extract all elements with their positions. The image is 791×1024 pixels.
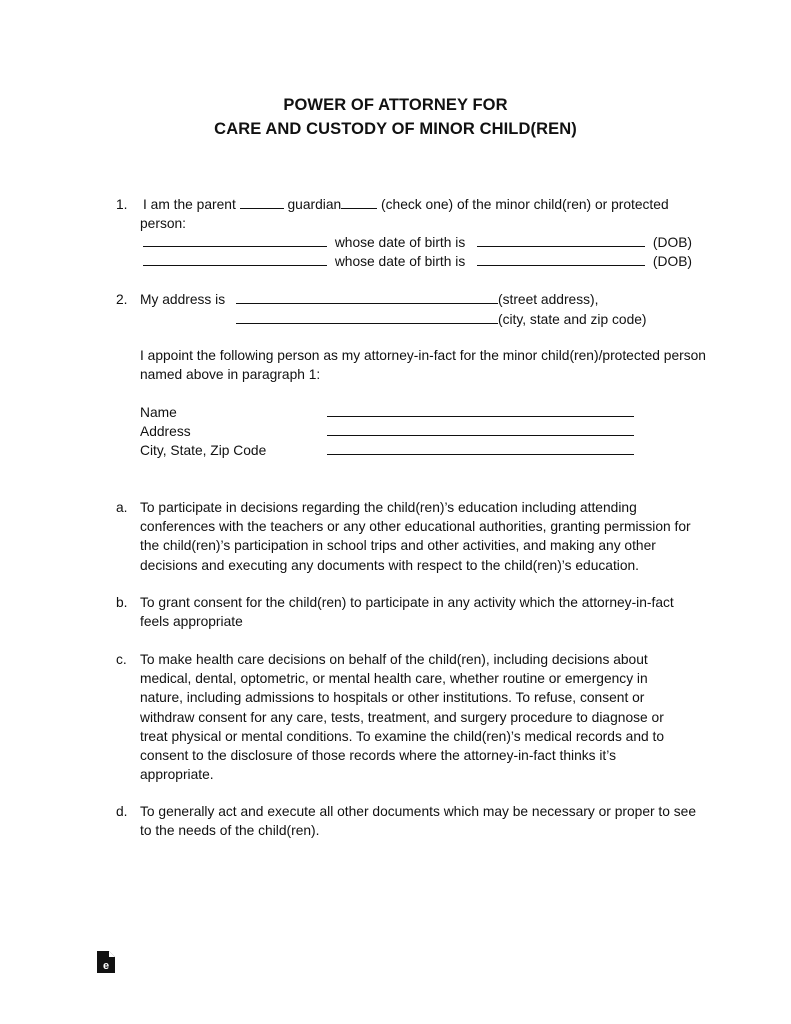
attorney-name-field[interactable] <box>327 403 634 417</box>
attorney-name-label: Name <box>140 405 177 420</box>
item-c-text: To make health care decisions on behalf of the child(ren), including decisions about medical, dental, optometric, or mental health care, whether routine or emergency in nature, including admissions to hospitals or other institutions. To refuse, consent or withdraw consent for any care, tests, treatment, and surgery procedure to diagnose or treat physical or mental conditions. To examine the child(ren)’s medical records and to consent to the disclosure of those records where the attorney-in-fact thinks it’s appropriate. <box>140 652 665 783</box>
document-title-line2: CARE AND CUSTODY OF MINOR CHILD(REN) <box>214 120 577 138</box>
child1-dob-label: whose date of birth is <box>334 235 466 250</box>
child2-name-field[interactable] <box>143 252 327 266</box>
child2-row <box>143 252 692 271</box>
item-c-letter: c. <box>116 652 127 667</box>
parent-checkbox-blank[interactable] <box>240 195 284 209</box>
child1-dob-suffix: (DOB) <box>652 235 693 250</box>
item-a-text: To participate in decisions regarding the child(ren)’s education including attending conferences with the teachers or any other educational authorities, granting permission for the child(ren)’s participation in school trips and other activities, and making any other decisions and executing any documents with respect to the child(ren)’s education. <box>140 500 691 573</box>
attorney-city-row <box>327 441 634 460</box>
child2-dob-suffix: (DOB) <box>652 254 693 269</box>
street-row <box>236 290 598 309</box>
item-d-text: To generally act and execute all other documents which may be necessary or proper to see to the needs of the child(ren). <box>140 804 697 839</box>
city-state-zip-field[interactable] <box>236 310 498 324</box>
attorney-name-row <box>327 403 634 422</box>
item-a-letter: a. <box>116 500 128 515</box>
item-b-letter: b. <box>116 595 128 610</box>
section1-line1 <box>143 195 669 214</box>
attorney-city-label: City, State, Zip Code <box>140 443 267 458</box>
city-suffix: (city, state and zip code) <box>498 312 647 327</box>
check-one-text: (check one) of the minor child(ren) or protected <box>381 197 669 212</box>
item-b-text: To grant consent for the child(ren) to participate in any activity which the attorney-in-fact feels appropriate <box>140 595 674 630</box>
item-d-letter: d. <box>116 804 128 819</box>
svg-text:e: e <box>102 960 110 972</box>
section2-number: 2. <box>116 292 128 307</box>
child1-name-field[interactable] <box>143 233 327 247</box>
attorney-address-field[interactable] <box>327 422 634 436</box>
section1-person-label: person: <box>140 216 187 231</box>
document-title-line1: POWER OF ATTORNEY FOR <box>283 96 508 114</box>
attorney-city-field[interactable] <box>327 441 634 455</box>
attorney-address-row <box>327 422 634 441</box>
attorney-address-label: Address <box>140 424 191 439</box>
child1-row <box>143 233 692 252</box>
eforms-logo-icon <box>97 951 115 973</box>
street-suffix: (street address), <box>498 292 599 307</box>
child2-dob-label: whose date of birth is <box>334 254 466 269</box>
child1-dob-field[interactable] <box>477 233 645 247</box>
guardian-checkbox-blank[interactable] <box>341 195 377 209</box>
section1-number: 1. <box>116 197 128 212</box>
child2-dob-field[interactable] <box>477 252 645 266</box>
guardian-label: guardian <box>287 197 342 212</box>
appoint-paragraph: I appoint the following person as my attorney-in-fact for the minor child(ren)/protected person named above in paragraph 1: <box>140 348 706 383</box>
street-address-field[interactable] <box>236 290 498 304</box>
city-row <box>236 310 647 329</box>
address-label: My address is <box>140 292 226 307</box>
parent-label: I am the parent <box>143 197 236 212</box>
